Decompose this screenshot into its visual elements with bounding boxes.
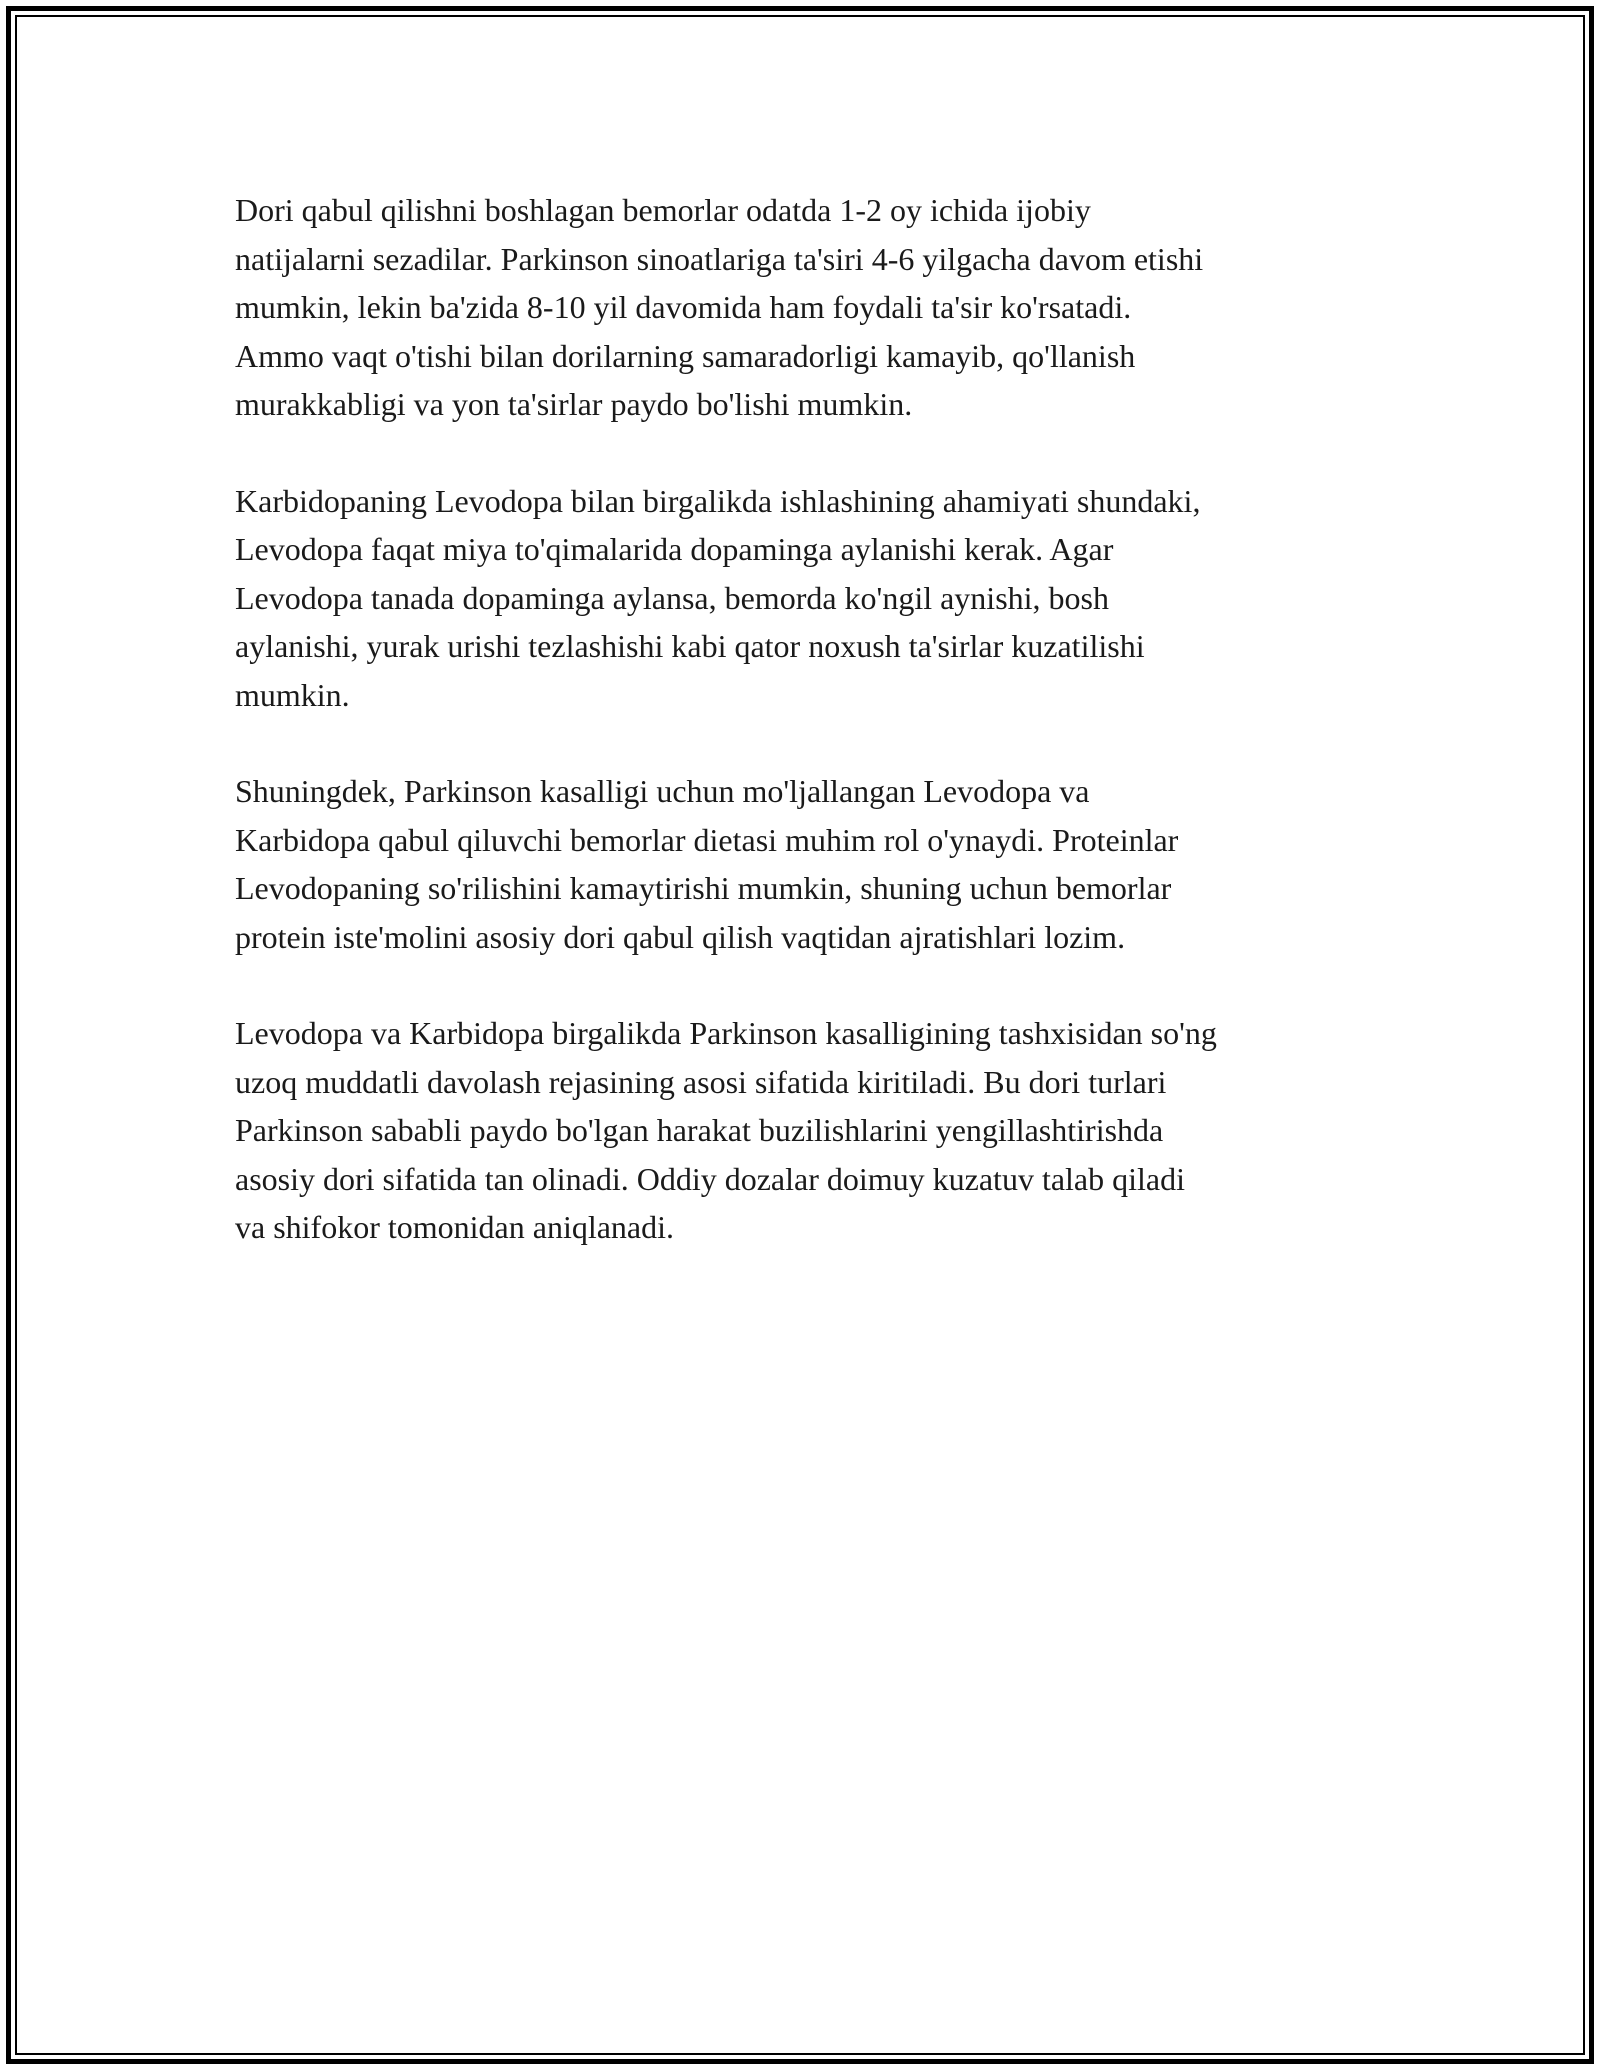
paragraph: Dori qabul qilishni boshlagan bemorlar odatda 1-2 oy ichida ijobiy natijalarni sezadilar. Parkinson sinoatlariga ta'siri 4-6 yilgacha davom etishi mumkin, lekin ba'zida 8-10 yil davomida ham foydali ta'sir ko'rsatadi. Ammo vaqt o'tishi bilan dorilarning samaradorligi kamayib, qo'llanish murakkabligi va yon ta'sirlar paydo bo'lishi mumkin. <box>235 192 1204 422</box>
paragraph: Shuningdek, Parkinson kasalligi uchun mo'ljallangan Levodopa va Karbidopa qabul qiluvchi bemorlar dietasi muhim rol o'ynaydi. Proteinlar Levodopaning so'rilishini kamaytirishi mumkin, shuning uchun bemorlar protein iste'molini asosiy dori qabul qilish vaqtidan ajratishlari lozim. <box>235 773 1179 955</box>
paragraph: Karbidopaning Levodopa bilan birgalikda ishlashining ahamiyati shundaki, Levodopa faqat miya to'qimalarida dopaminga aylanishi kerak. Agar Levodopa tanada dopaminga aylansa, bemorda ko'ngil aynishi, bosh aylanishi, yurak urishi tezlashishi kabi qator noxush ta'sirlar kuzatilishi mumkin. <box>235 482 1201 713</box>
paragraph: Levodopa va Karbidopa birgalikda Parkinson kasalligining tashxisidan so'ng uzoq muddatli davolash rejasining asosi sifatida kiritiladi. Bu dori turlari Parkinson sababli paydo bo'lgan harakat buzilishlarini yengillashtirishda asosiy dori sifatida tan olinadi. Oddiy dozalar doimuy kuzatuv talab qiladi va shifokor tomonidan aniqlanadi. <box>235 1015 1217 1245</box>
document-body <box>235 186 1375 1300</box>
